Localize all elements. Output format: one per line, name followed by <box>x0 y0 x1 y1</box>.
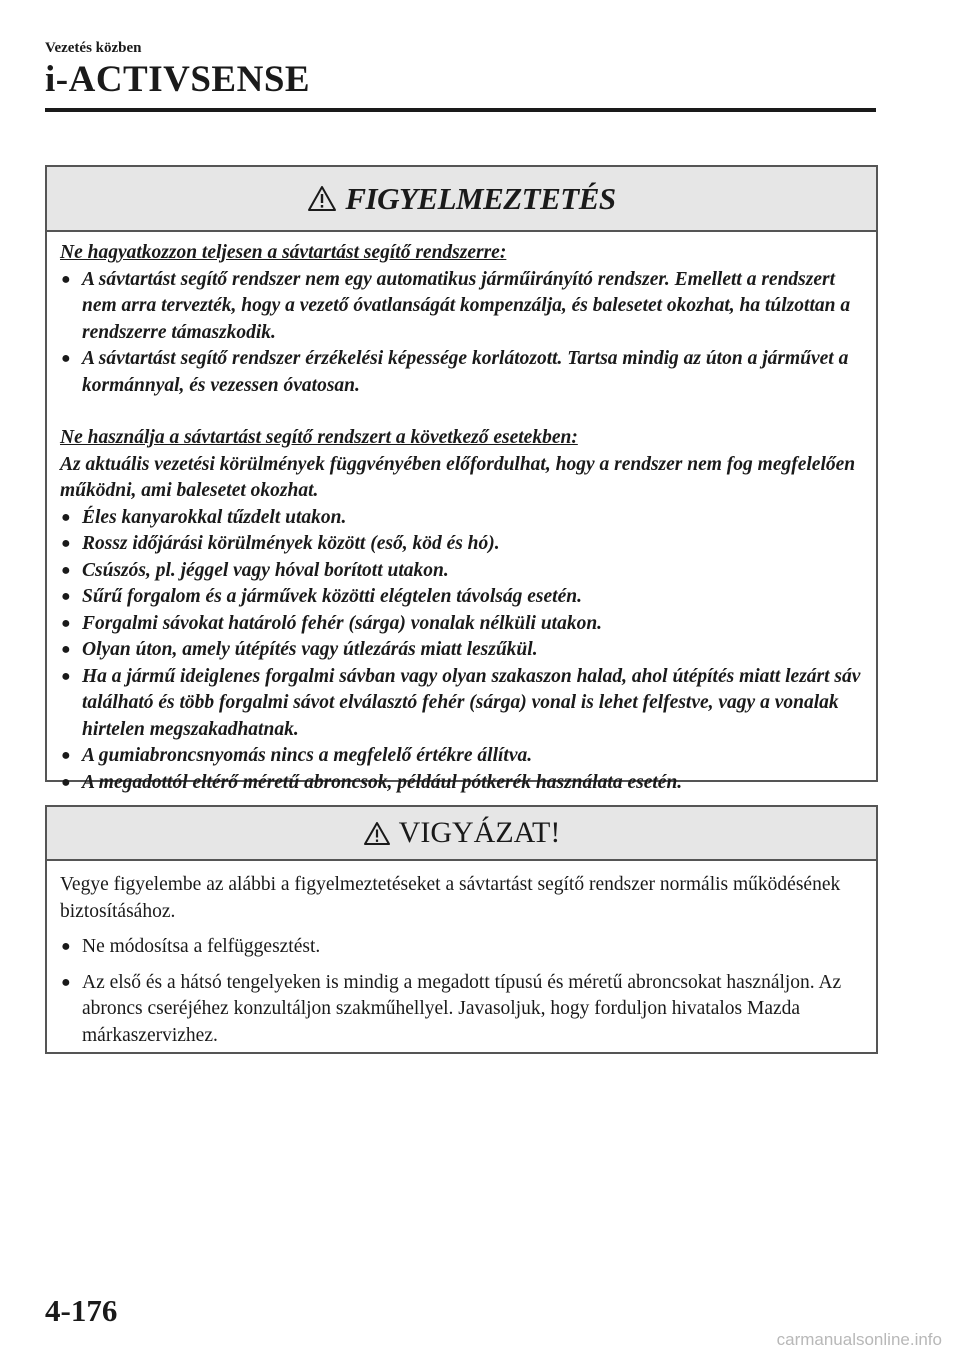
warning-list-2 <box>60 505 862 797</box>
list-item: ● A gumiabroncsnyomás nincs a megfelelő értékre állítva. <box>61 745 533 766</box>
caution-header <box>47 807 876 861</box>
warning-intro-2: Az aktuális vezetési körülmények függvényében előfordulhat, hogy a rendszer nem fog megfelelően működni, ami balesetet okozhat. <box>60 453 856 501</box>
section-label: Vezetés közben <box>45 40 142 56</box>
watermark: carmanualsonline.info <box>776 1330 942 1349</box>
list-item: ● Sűrű forgalom és a járművek közötti elégtelen távolság esetén. <box>61 586 582 607</box>
caution-box <box>45 805 878 1054</box>
list-item: ● Éles kanyarokkal tűzdelt utakon. <box>61 506 347 528</box>
warning-box <box>45 165 878 793</box>
list-item: ● A sávtartást segítő rendszer érzékelési képessége korlátozott. Tartsa mindig az úton a járművet a kormánnyal, és vezessen óvatosan. <box>61 348 849 396</box>
list-item: ● Olyan úton, amely útépítés vagy útlezárás miatt leszűkül. <box>61 639 538 660</box>
list-item: ● Forgalmi sávokat határoló fehér (sárga) vonalak nélküli utakon. <box>61 612 603 634</box>
page-title: i-ACTIVSENSE <box>45 59 311 100</box>
warning-heading-2: Ne használja a sávtartást segítő rendszert a következő esetekben: <box>60 427 578 448</box>
page-number: 4-176 <box>45 1293 118 1328</box>
warning-triangle-icon <box>363 821 391 846</box>
list-item: ● A sávtartást segítő rendszer nem egy automatikus járműirányító rendszer. Emellett a rendszert nem arra tervezték, hogy a vezető óvatlanságát kompenzálja, és balesetet okozhat, ha túlzottan a rendszerre támaszkodik. <box>61 268 851 343</box>
caution-title: VIGYÁZAT! <box>398 816 561 849</box>
caution-list <box>60 934 862 1049</box>
list-item: ● Ne módosítsa a felfüggesztést. <box>61 936 321 957</box>
list-item: ● Az első és a hátsó tengelyeken is mindig a megadott típusú és méretű abroncsokat használjon. Az abroncs cseréjéhez konzultáljon szakműhellyel. Javasoljuk, hogy forduljon hivatalos Mazda márkaszervizhez. <box>61 971 842 1046</box>
list-item: ● Csúszós, pl. jéggel vagy hóval borított utakon. <box>61 559 449 581</box>
warning-body <box>47 232 876 796</box>
caution-body <box>47 861 876 1049</box>
title-rule <box>45 108 876 112</box>
list-item: ● Rossz időjárási körülmények között (eső, köd és hó). <box>61 533 500 554</box>
warning-triangle-icon <box>307 185 337 212</box>
list-item: ● Ha a jármű ideiglenes forgalmi sávban vagy olyan szakaszon halad, ahol útépítés miatt lezárt sáv található és több forgalmi sávot elválasztó fehér (sárga) vonal is lehet felfestve, vagy a vonalak hirtelen megszakadhatnak. <box>61 665 861 740</box>
caution-intro: Vegye figyelembe az alábbi a figyelmeztetéseket a sávtartást segítő rendszer normális működésének biztosításához. <box>60 874 841 922</box>
warning-list-1 <box>60 267 862 400</box>
warning-header <box>47 167 876 232</box>
warning-title: FIGYELMEZTETÉS <box>345 180 616 216</box>
warning-heading-1: Ne hagyatkozzon teljesen a sávtartást segítő rendszerre: <box>60 242 507 263</box>
list-item: ● A megadottól eltérő méretű abroncsok, például pótkerék használata esetén. <box>61 771 683 793</box>
